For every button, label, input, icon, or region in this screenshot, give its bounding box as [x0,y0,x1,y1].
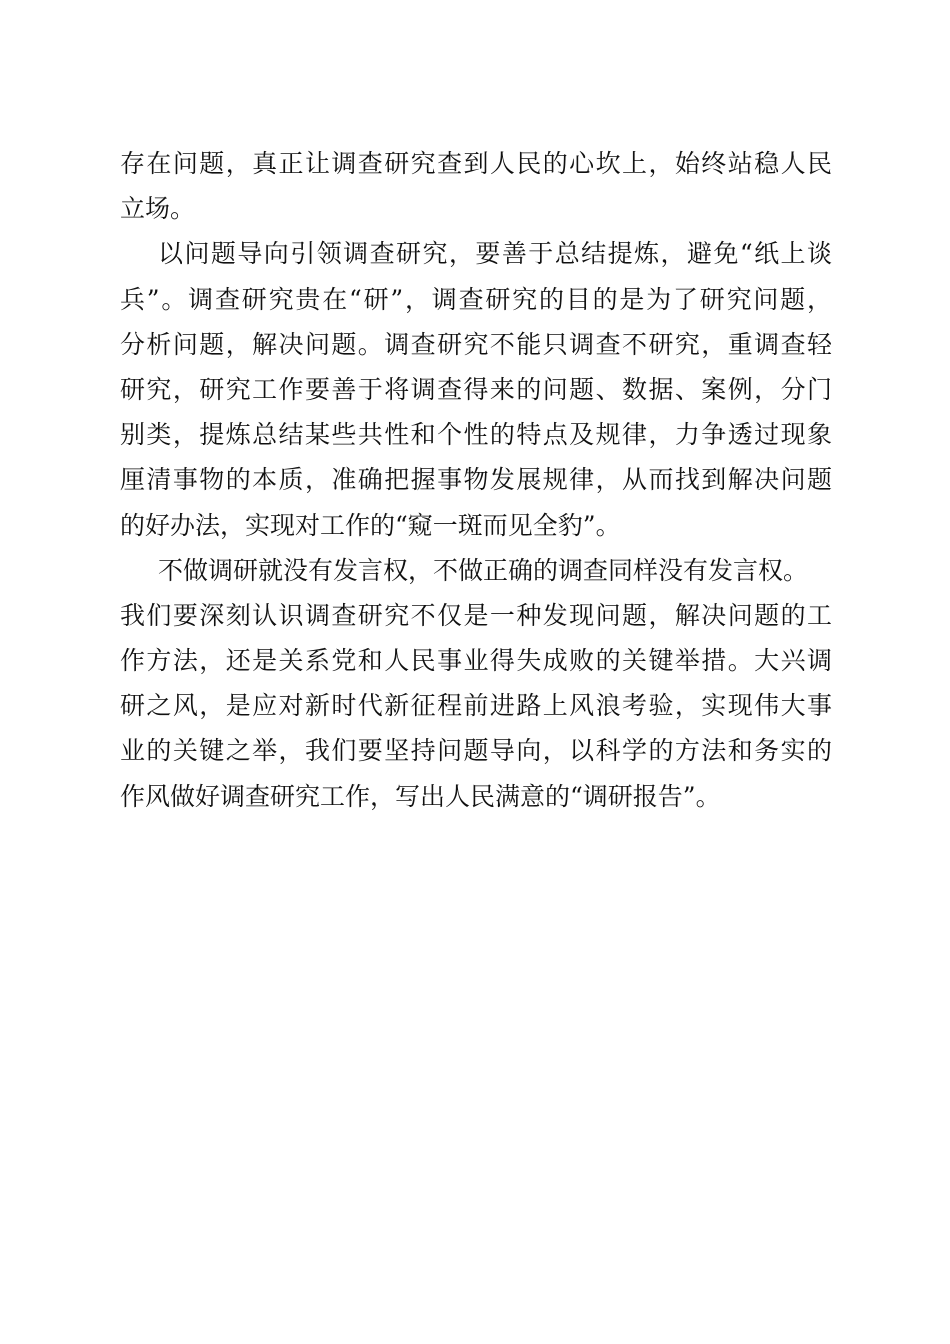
paragraph-first-line: 不做调研就没有发言权，不做正确的调查同样没有发言权。 [158,555,809,585]
text-line: 存在问题，真正让调查研究查到人民的心坎上，始终站稳人民 [120,149,832,178]
text-line: 兵”。调查研究贵在“研”，调查研究的目的是为了研究问题， [120,284,832,314]
document-body [120,141,832,819]
text-line: 作风做好调查研究工作，写出人民满意的“调研报告”。 [120,781,721,811]
text-line: 研之风，是应对新时代新征程前进路上风浪考验，实现伟大事 [120,691,832,721]
text-line: 别类，提炼总结某些共性和个性的特点及规律，力争透过现象 [120,420,832,450]
text-line: 研究，研究工作要善于将调查得来的问题、数据、案例，分门 [120,374,832,404]
text-line: 我们要深刻认识调查研究不仅是一种发现问题，解决问题的工 [120,600,832,630]
text-line: 分析问题，解决问题。调查研究不能只调查不研究，重调查轻 [120,329,832,359]
text-line: 立场。 [120,194,196,224]
text-line: 作方法，还是关系党和人民事业得失成败的关键举措。大兴调 [120,646,832,676]
text-line: 业的关键之举，我们要坚持问题导向，以科学的方法和务实的 [120,736,832,766]
text-line: 的好办法，实现对工作的“窥一斑而见全豹”。 [120,510,621,540]
paragraph-first-line: 以问题导向引领调查研究，要善于总结提炼，避免“纸上谈 [158,239,832,269]
text-line: 厘清事物的本质，准确把握事物发展规律，从而找到解决问题 [120,465,832,495]
